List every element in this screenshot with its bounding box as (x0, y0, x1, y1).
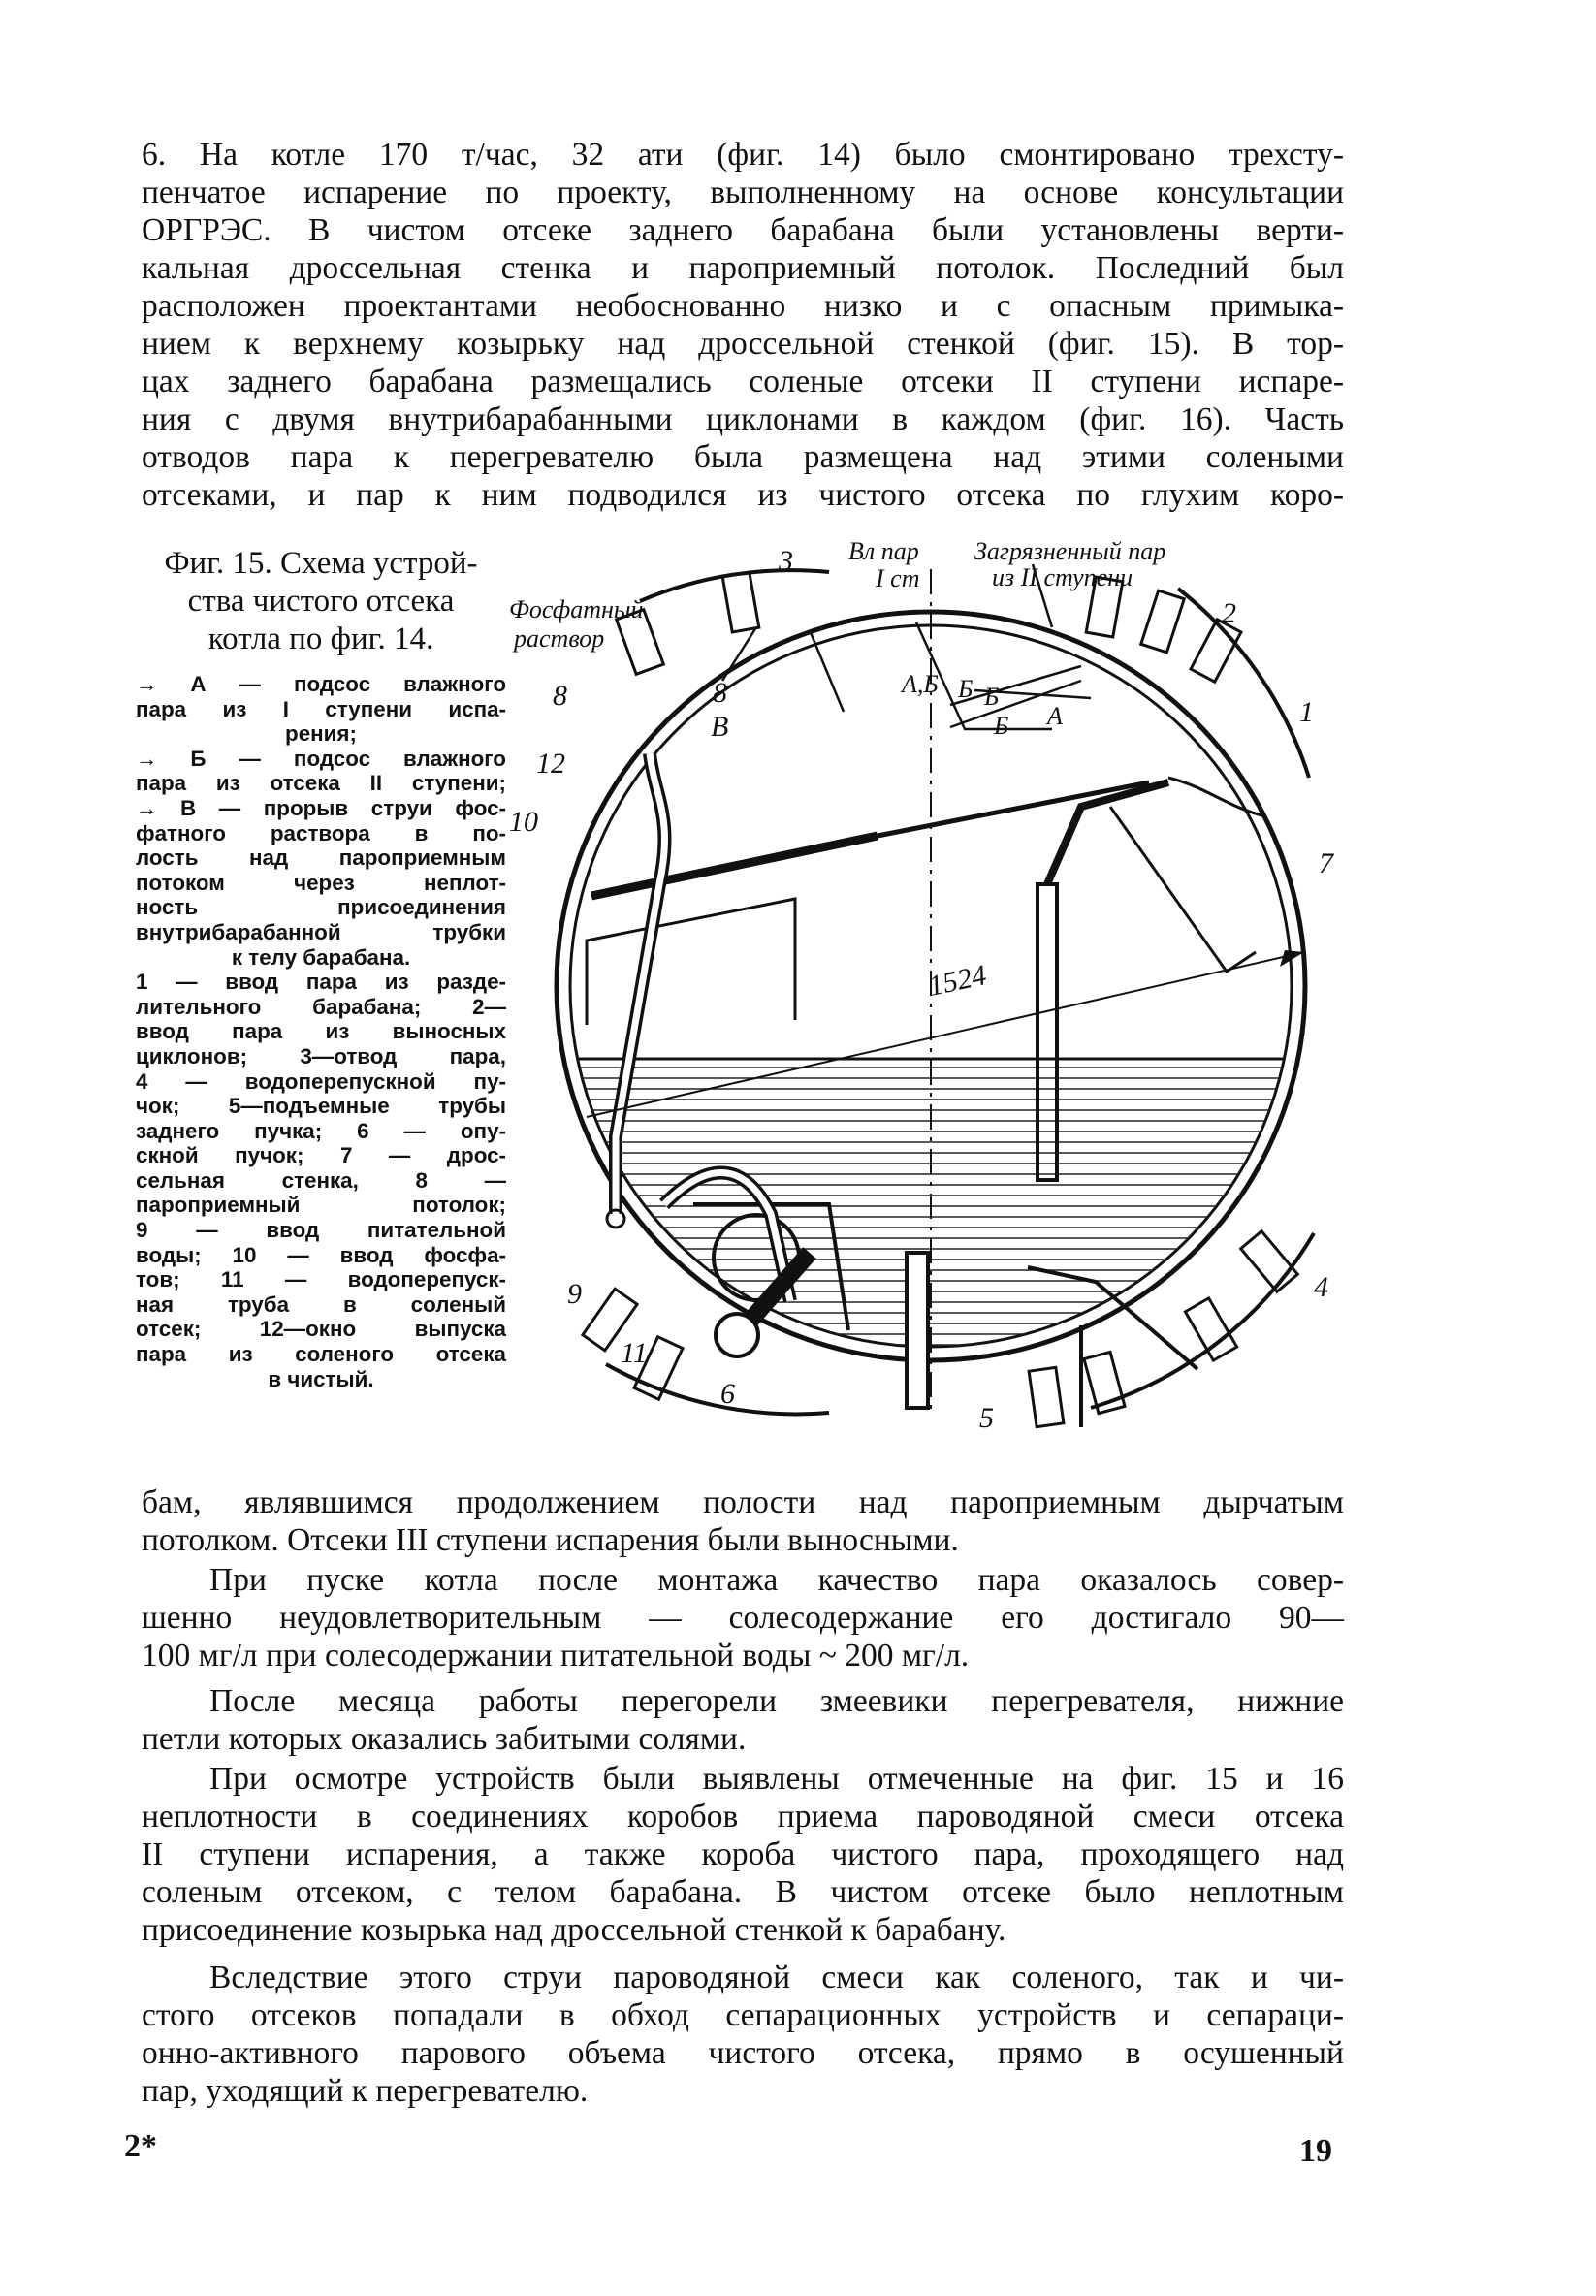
label-7: 7 (1319, 847, 1333, 879)
text-line: присоединение козырька над дроссельной стенкой к барабану. (142, 1912, 1006, 1948)
legend-line: лость над пароприемным (136, 845, 506, 871)
legend-line: заднего пучка; 6 — опу- (136, 1118, 506, 1143)
caption-line: Фиг. 15. Схема устрой- (164, 546, 478, 581)
text-line: ния с двумя внутрибарабанными циклонами в каждом (фиг. 16). Часть (142, 401, 1344, 437)
legend-line: → В — прорыв струи фос- (136, 795, 506, 820)
label-6: 6 (720, 1378, 735, 1410)
signature-mark: 2* (124, 2128, 157, 2164)
bracket-3 (640, 570, 829, 601)
label-a: А (1047, 702, 1063, 730)
downcomer-tube (907, 1253, 928, 1408)
paragraph-2 (142, 1483, 1344, 1559)
label-stage-1: I ст (876, 564, 920, 592)
text-line: кальная дроссельная стенка и пароприемный потолок. Последний был (142, 250, 1344, 286)
label-2: 2 (1222, 597, 1236, 629)
text-line: 6. На котле 170 т/час, 32 ати (фиг. 14) было смонтировано трехсту- (142, 137, 1344, 173)
paragraph-6 (142, 1959, 1344, 2110)
ceiling-line (878, 782, 1149, 836)
text-line: стого отсеков попадали в обход сепарационных устройств и сепараци- (142, 1997, 1344, 2033)
legend-line: к телу барабана. (231, 944, 411, 970)
label-10: 10 (509, 806, 538, 838)
text-line: При осмотре устройств были выявлены отмеченные на фиг. 15 и 16 (209, 1761, 1344, 1797)
label-b2: Б (984, 683, 1000, 711)
label-b: Б (994, 712, 1009, 740)
label-wet-steam: Вл пар (848, 537, 919, 565)
text-line: При пуске котла после монтажа качество пара оказалось совер- (209, 1562, 1344, 1598)
legend-line: в чистый. (268, 1366, 374, 1391)
legend-line: сельная стенка, 8 — (136, 1167, 506, 1193)
legend-line: → Б — подсос влажного (136, 746, 506, 771)
legend-line: ная труба в соленый (136, 1292, 506, 1317)
label-v: В (711, 711, 729, 743)
paragraph-4 (142, 1682, 1344, 1758)
legend-line: ввод пара из выносных (136, 1019, 506, 1044)
label-contaminated-steam: Загрязненный пар (974, 537, 1166, 565)
text-line: потолком. Отсеки III ступени испарения были выносными. (142, 1522, 959, 1558)
text-line: Вследствие этого струи пароводяной смеси как соленого, так и чи- (209, 1960, 1344, 1995)
label-9: 9 (567, 1278, 582, 1310)
text-line: неплотности в соединениях коробов приема пароводяной смеси отсека (142, 1799, 1344, 1834)
legend-line: лительного барабана; 2— (136, 994, 506, 1019)
boiler-drum-diagram (509, 535, 1353, 1447)
bracket-1 (1178, 589, 1309, 778)
legend-line: скной пучок; 7 — дрос- (136, 1143, 506, 1168)
label-b1: Б (958, 675, 974, 703)
legend-line: пара из I ступени испа- (136, 696, 506, 721)
text-line: петли которых оказались забитыми солями. (142, 1721, 747, 1757)
label-8-left: 8 (553, 680, 567, 712)
legend-line: воды; 10 — ввод фосфа- (136, 1242, 506, 1267)
legend-line: чок; 5—подъемные трубы (136, 1094, 506, 1119)
steam-receiving-ceiling (591, 836, 878, 896)
text-line: ОРГРЭС. В чистом отсеке заднего барабана были установлены верти- (142, 212, 1344, 248)
paragraph-3 (142, 1561, 1344, 1674)
legend-line: 4 — водоперепускной пу- (136, 1068, 506, 1094)
drum-schematic (509, 535, 1353, 1447)
label-phosphate: Фосфатный (509, 595, 644, 623)
label-ab: А,Б (902, 670, 939, 698)
text-line: цах заднего барабана размещались соленые отсеки II ступени испаре- (142, 364, 1344, 399)
label-solution: раствор (514, 624, 605, 653)
legend-line: 1 — ввод пара из разде- (136, 970, 506, 995)
text-line: отсеками, и пар к ним подводился из чистого отсека по глухим коро- (142, 477, 1344, 513)
text-line: шенно неудовлетворительным — солесодержание его достигало 90— (142, 1600, 1344, 1636)
paragraph-1 (142, 136, 1344, 514)
text-line: нием к верхнему козырьку над дроссельной стенкой (фиг. 15). В тор- (142, 326, 1344, 362)
salt-window-box (587, 899, 795, 1025)
water-pipe-end (716, 1314, 758, 1356)
text-line: 100 мг/л при солесодержании питательной воды ~ 200 мг/л. (142, 1638, 970, 1674)
paragraph-5 (142, 1760, 1344, 1949)
caption-line: котла по фиг. 14. (207, 622, 434, 656)
legend-line: потоком через неплот- (136, 870, 506, 895)
figure-caption-block (136, 545, 506, 1391)
label-from-stage-2: из II ступени (992, 563, 1133, 591)
legend-line: пара из соленого отсека (136, 1342, 506, 1367)
legend-line: → А — подсос влажного (136, 672, 506, 696)
legend-line: ность присоединения (136, 895, 506, 920)
legend-line: рения; (285, 721, 357, 747)
text-line: соленым отсеком, с телом барабана. В чистом отсеке было неплотным (142, 1874, 1344, 1910)
legend-line: отсек; 12—окно выпуска (136, 1317, 506, 1342)
dimension-label: 1524 (925, 959, 990, 1003)
label-8-right: 8 (713, 677, 727, 709)
legend-line: пароприемный потолок; (136, 1193, 506, 1218)
legend-line: циклонов; 3—отвод пара, (136, 1043, 506, 1068)
text-line: пенчатое испарение по проекту, выполненному на основе консультации (142, 175, 1344, 210)
text-line: расположен проектантами необоснованно низко и с опасным примыка- (142, 288, 1344, 324)
caption-line: ства чистого отсека (187, 584, 455, 619)
legend-line: пара из отсека II ступени; (136, 771, 506, 796)
label-4: 4 (1314, 1271, 1328, 1303)
label-5: 5 (979, 1402, 994, 1434)
label-1: 1 (1299, 696, 1314, 728)
legend-line: фатного раствора в по- (136, 820, 506, 845)
label-11: 11 (621, 1337, 648, 1369)
text-line: II ступени испарения, а также короба чистого пара, проходящего над (142, 1836, 1344, 1872)
legend-line: 9 — ввод питательной (136, 1218, 506, 1243)
label-12: 12 (536, 748, 565, 780)
text-line: После месяца работы перегорели змеевики перегревателя, нижние (209, 1683, 1344, 1719)
baffle (1110, 807, 1256, 972)
legend-line: тов; 11 — водоперепуск- (136, 1267, 506, 1292)
text-line: онно-активного парового объема чистого отсека, прямо в осушенный (142, 2035, 1344, 2071)
text-line: отводов пара к перегревателю была размещена над этими солеными (142, 439, 1344, 475)
text-line: бам, являвшимся продолжением полости над пароприемным дырчатым (142, 1484, 1344, 1520)
figure-caption (136, 545, 506, 658)
legend-line: внутрибарабанной трубки (136, 919, 506, 944)
page-number: 19 (1299, 2133, 1332, 2169)
text-line: пар, уходящий к перегревателю. (142, 2073, 589, 2109)
figure-legend (136, 672, 506, 1391)
label-3: 3 (779, 545, 793, 577)
